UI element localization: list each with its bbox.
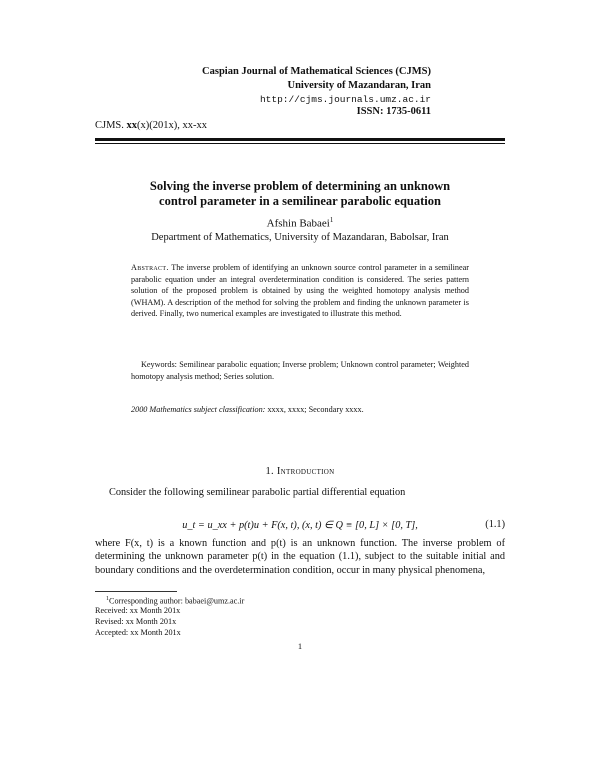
issn: ISSN: 1735-0611: [356, 106, 431, 117]
msc-label: 2000 Mathematics subject classification:: [131, 405, 266, 414]
journal-ref-prefix: CJMS.: [95, 120, 124, 131]
header-thin-rule: [95, 143, 505, 144]
journal-url[interactable]: http://cjms.journals.umz.ac.ir: [259, 94, 431, 105]
intro-paragraph-2: where F(x, t) is a known function and p(t) is an unknown function. The inverse problem of determining the unknown parameter p(t) in the equation (1.1), subject to the suitable initial and boundary conditions and the overdetermination condition, occur in many physical phenomena,: [95, 538, 505, 576]
paper-title: [95, 179, 505, 209]
journal-ref-volume: xx: [126, 120, 138, 131]
journal-name: Caspian Journal of Mathematical Sciences (CJMS): [202, 66, 431, 77]
corresponding-author: Corresponding author: babaei@umz.ac.ir: [109, 596, 245, 606]
page-number: 1: [297, 641, 303, 651]
equation-text: u_t = u_xx + p(t)u + F(x, t), (x, t) ∈ Q ≡ [0, L] × [0, T],: [182, 520, 418, 531]
abstract-text: The inverse problem of identifying an unknown source control parameter in a semilinear parabolic equation under an integral overdetermination condition is considered. The series pattern solution of the proposed problem is obtained by using the weighted homotopy analysis method (WHAM). A description of the method for solving the problem and finding the unknown parameter is derived. Finally, two numerical examples are investigated to illustrate this method.: [131, 263, 470, 318]
equation-number: (1.1): [485, 519, 505, 530]
title-line-1: Solving the inverse problem of determining an unknown: [149, 179, 451, 193]
header-thick-rule: [95, 138, 505, 141]
journal-ref-issue: (x)(201x), xx-xx: [137, 120, 207, 131]
section-heading-text: 1. Introduction: [265, 466, 335, 477]
affiliation: Department of Mathematics, University of Mazandaran, Babolsar, Iran: [151, 232, 449, 243]
footnote-accepted: Accepted: xx Month 201x: [95, 628, 181, 637]
abstract: [131, 262, 469, 320]
abstract-label: Abstract.: [131, 263, 169, 272]
keywords: Keywords: Semilinear parabolic equation; Inverse problem; Unknown control parameter; Weighted homotopy analysis method; Series solution.: [131, 360, 469, 381]
intro-paragraph-1: Consider the following semilinear parabolic partial differential equation: [109, 487, 406, 498]
author-footnote-mark: 1: [329, 216, 334, 224]
university: University of Mazandaran, Iran: [287, 80, 431, 91]
author-name: Afshin Babaei: [266, 217, 330, 230]
title-line-2: control parameter in a semilinear parabolic equation: [159, 194, 441, 208]
author: [95, 216, 505, 230]
footnote-rule: [95, 591, 177, 592]
footnote-mark: 1: [106, 596, 109, 602]
footnote-received: Received: xx Month 201x: [95, 606, 181, 615]
journal-reference: [95, 120, 207, 131]
msc-text: xxxx, xxxx; Secondary xxxx.: [267, 405, 364, 414]
section-heading: [95, 466, 505, 477]
msc-classification: [131, 404, 469, 416]
footnote-revised: Revised: xx Month 201x: [95, 617, 177, 626]
